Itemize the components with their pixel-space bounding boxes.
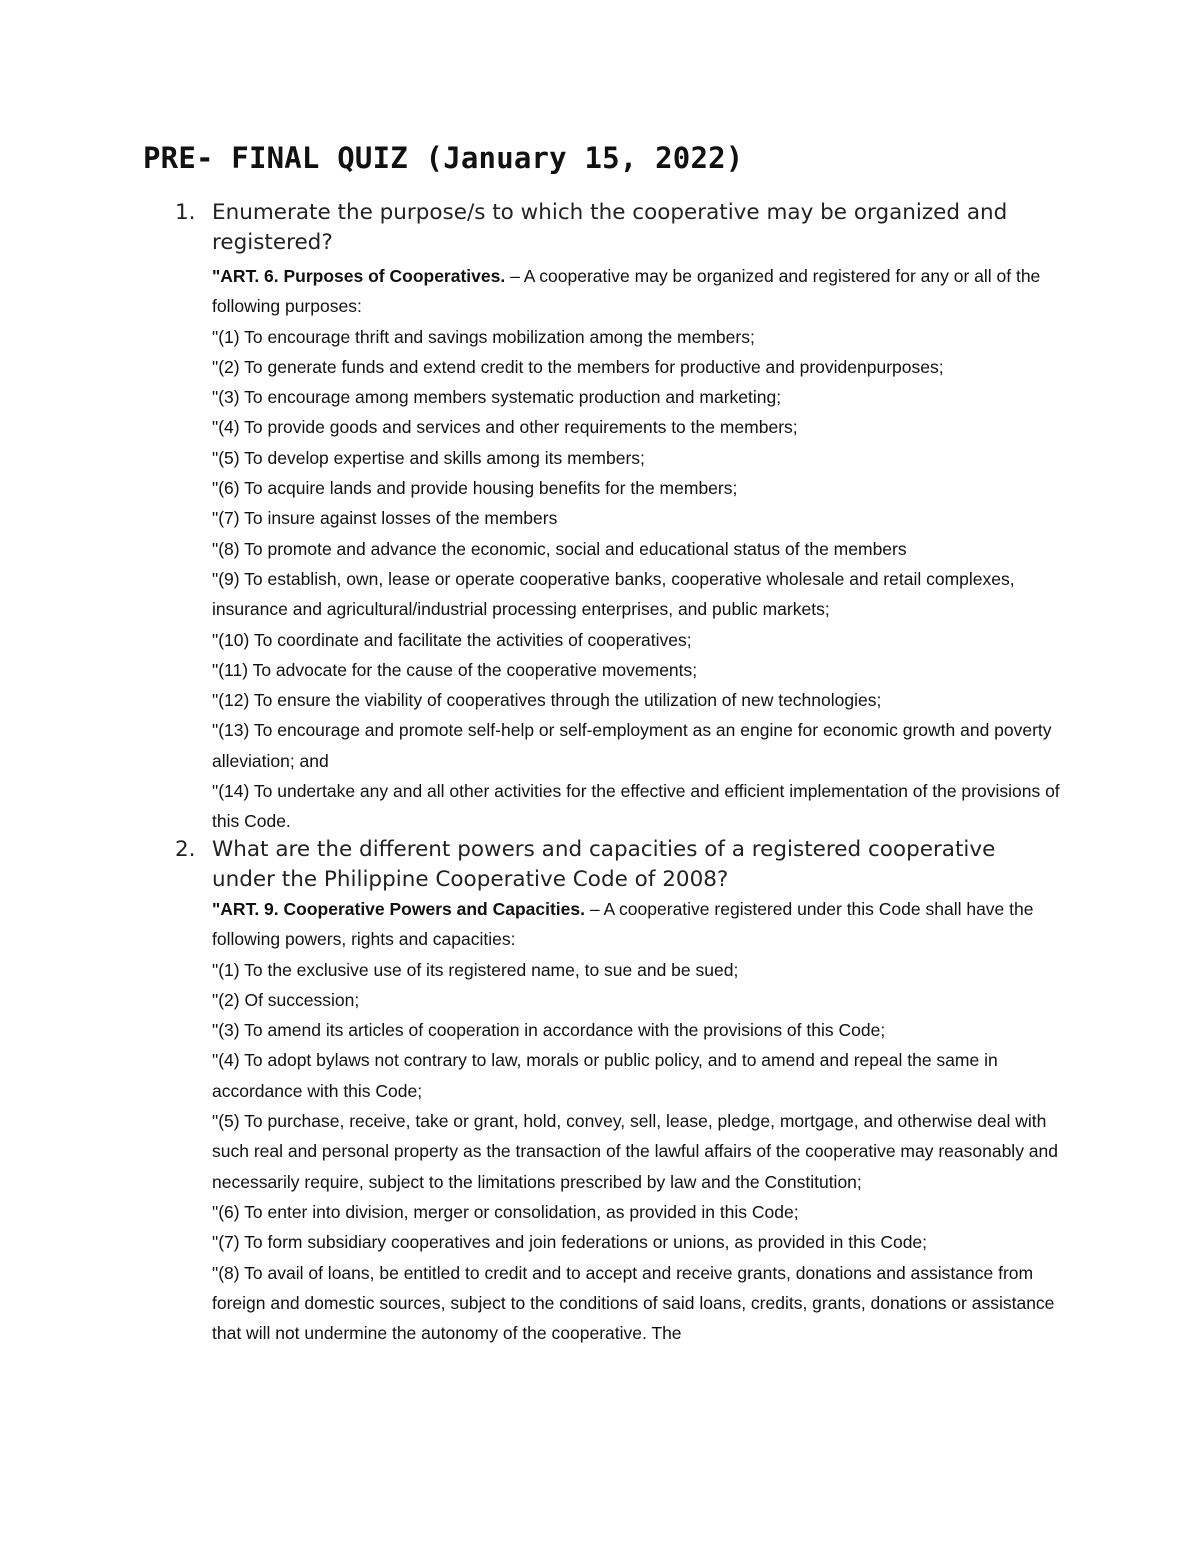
- list-item: "(11) To advocate for the cause of the cooperative movements;: [212, 659, 698, 680]
- answer-2: [212, 894, 1070, 1348]
- list-item: "(9) To establish, own, lease or operate cooperative banks, cooperative wholesale and retail complexes, insurance and agricultural/industrial processing enterprises, and public markets;: [212, 568, 1015, 620]
- list-item: "(14) To undertake any and all other activities for the effective and efficient implementation of the provisions of this Code.: [212, 781, 1060, 832]
- list-item: "(8) To avail of loans, be entitled to credit and to accept and receive grants, donations and assistance from foreign and domestic sources, subject to the conditions of said loans, credits, grants, donations or assistance that will not undermine the autonomy of the cooperative. The: [212, 1262, 1055, 1344]
- question-number: 2.: [175, 837, 196, 862]
- page-title: PRE- FINAL QUIZ (January 15, 2022): [143, 141, 744, 175]
- list-item: "(3) To amend its articles of cooperation in accordance with the provisions of this Code;: [212, 1020, 886, 1041]
- article-intro-text: – A cooperative registered under this Code shall have the following powers, rights and capacities:: [212, 899, 1034, 950]
- list-item: "(13) To encourage and promote self-help or self-employment as an engine for economic growth and poverty alleviation; and: [212, 720, 1052, 771]
- list-item: "(3) To encourage among members systematic production and marketing;: [212, 387, 782, 408]
- list-item: "(12) To ensure the viability of cooperatives through the utilization of new technologies;: [212, 690, 882, 711]
- article-intro: [212, 261, 1070, 322]
- question-1: [175, 198, 1055, 258]
- list-item: "(5) To develop expertise and skills among its members;: [212, 447, 645, 468]
- list-item: "(8) To promote and advance the economic, social and educational status of the members: [212, 538, 907, 559]
- answer-1: [212, 261, 1070, 837]
- question-text: Enumerate the purpose/s to which the cooperative may be organized and registered?: [212, 200, 1008, 255]
- article-intro-text: – A cooperative may be organized and registered for any or all of the following purposes:: [212, 266, 1041, 317]
- question-text: What are the different powers and capacities of a registered cooperative under the Philippine Cooperative Code of 2008?: [212, 837, 996, 892]
- question-2: [175, 835, 1055, 895]
- list-item: "(1) To the exclusive use of its registered name, to sue and be sued;: [212, 959, 739, 980]
- list-item: "(6) To enter into division, merger or consolidation, as provided in this Code;: [212, 1201, 799, 1222]
- list-item: "(4) To provide goods and services and other requirements to the members;: [212, 417, 798, 438]
- list-item: "(7) To form subsidiary cooperatives and join federations or unions, as provided in this Code;: [212, 1232, 928, 1253]
- list-item: "(2) To generate funds and extend credit to the members for productive and providenpurposes;: [212, 356, 944, 377]
- list-item: "(6) To acquire lands and provide housing benefits for the members;: [212, 478, 738, 499]
- list-item: "(1) To encourage thrift and savings mobilization among the members;: [212, 326, 755, 347]
- question-number: 1.: [175, 200, 196, 225]
- article-intro: [212, 894, 1070, 955]
- article-heading: "ART. 6. Purposes of Cooperatives.: [212, 266, 506, 286]
- list-item: "(4) To adopt bylaws not contrary to law, morals or public policy, and to amend and repeal the same in accordance with this Code;: [212, 1050, 998, 1101]
- article-heading: "ART. 9. Cooperative Powers and Capacities.: [212, 899, 585, 919]
- list-item: "(2) Of succession;: [212, 989, 360, 1010]
- list-item: "(5) To purchase, receive, take or grant, hold, convey, sell, lease, pledge, mortgage, and otherwise deal with such real and personal property as the transaction of the lawful affairs of the cooperative may reasonably and necessarily require, subject to the limitations prescribed by law and the Constitution;: [212, 1111, 1059, 1192]
- list-item: "(7) To insure against losses of the members: [212, 508, 558, 529]
- list-item: "(10) To coordinate and facilitate the activities of cooperatives;: [212, 629, 692, 650]
